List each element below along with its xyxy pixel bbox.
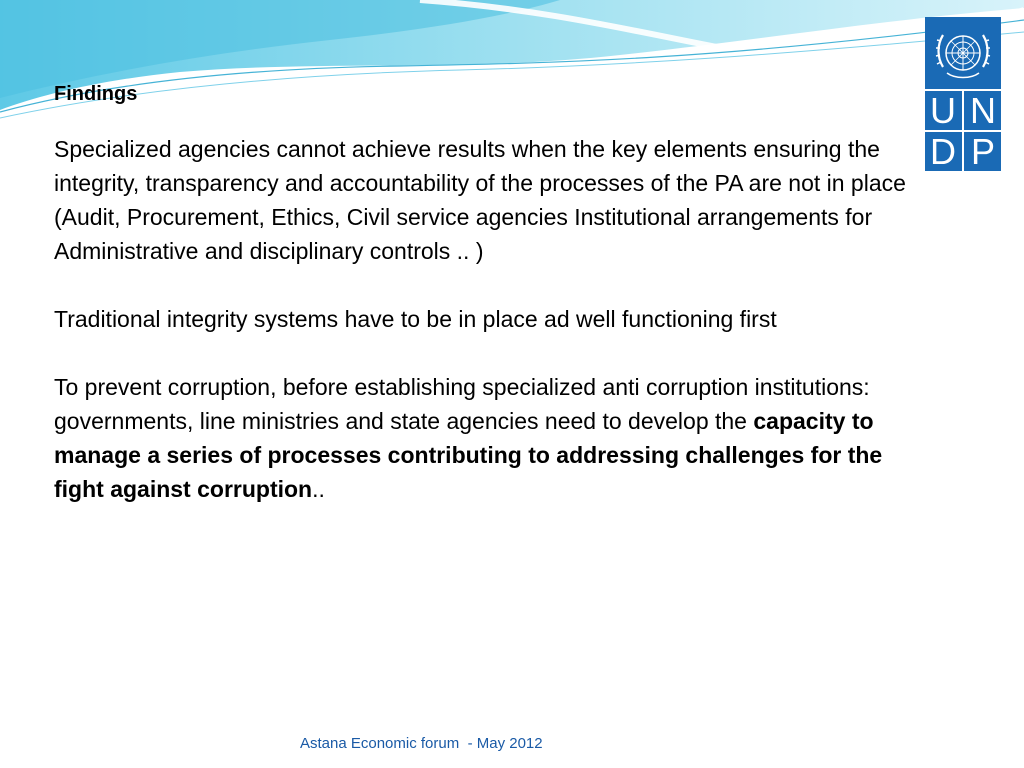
paragraph-specialized-agencies: Specialized agencies cannot achieve results when the key elements ensuring the integrity, transparency and accountability of the processes of the PA are not in place (Audit, Procurement, Ethics, Civil service agencies Institutional arrangements for Administrative and disciplinary controls .. ) [54,136,906,264]
logo-letter: U [930,90,956,131]
paragraph-suffix: .. [312,476,325,502]
logo-letter: D [930,131,956,172]
logo-letter: P [970,131,995,172]
paragraph-prefix: To prevent corruption, before establishing specialized anti corruption institutions: governments, line ministries and state agencies need to develop the [54,374,870,434]
paragraph-traditional-integrity: Traditional integrity systems have to be in place ad well functioning first [54,306,777,332]
logo-letter: N [970,90,996,131]
undp-logo [925,17,1001,171]
paragraph-emphasis: capacity to manage a series of processes contributing to addressing challenges for the fight against corruption [54,408,883,502]
un-emblem-icon [933,23,993,83]
slide-heading: Findings [54,83,138,105]
paragraph-prevent-corruption [54,370,914,506]
slide-body [54,80,914,540]
slide-footer: Astana Economic forum - May 2012 [300,735,543,752]
